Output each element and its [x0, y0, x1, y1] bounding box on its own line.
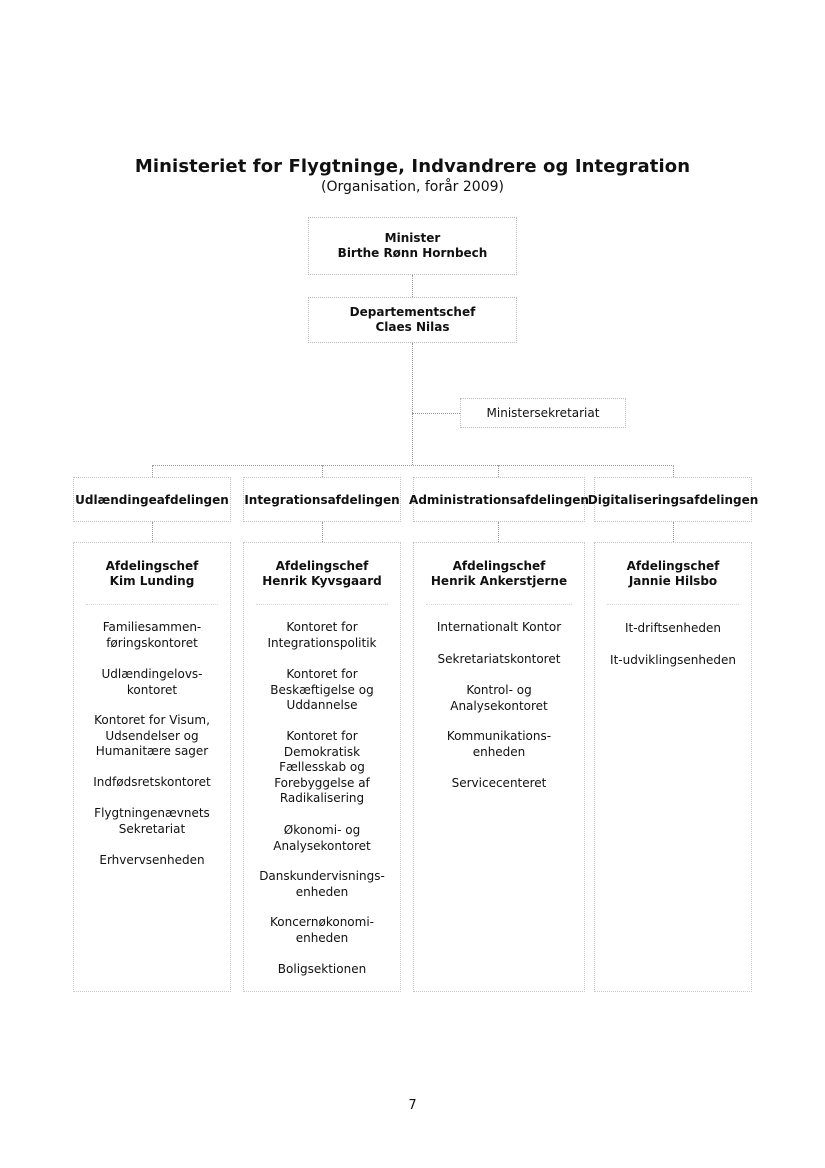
chief-title: Afdelingschef: [452, 559, 546, 573]
connector-trunk: [412, 343, 413, 465]
chart-title: Ministeriet for Flygtninge, Indvandrere og Integration: [134, 156, 691, 177]
connector-col-3: [498, 522, 499, 542]
chief-name: Henrik Ankerstjerne: [430, 574, 568, 588]
chief-separator: [256, 604, 388, 605]
unit: [416, 776, 582, 792]
unit-line: enheden: [472, 744, 526, 759]
unit-line: Økonomi- og: [283, 823, 361, 837]
unit: [416, 652, 582, 668]
chief-title: Afdelingschef: [626, 559, 720, 573]
connector-col-2: [322, 522, 323, 542]
department-name: Digitaliseringsafdelingen: [587, 492, 759, 507]
chief-name: Henrik Kyvsgaard: [262, 574, 382, 588]
unit-line: Udsendelser og: [105, 728, 199, 743]
unit-line: Servicecenteret: [451, 776, 547, 790]
department-column-integration: [243, 542, 401, 992]
unit-line: Kontrol- og: [466, 683, 532, 697]
unit: [246, 729, 398, 807]
unit: [597, 653, 749, 669]
department-chief: [595, 559, 751, 589]
department-chief: [414, 559, 584, 589]
unit-line: Sekretariatskontoret: [437, 652, 561, 666]
department-chief: [244, 559, 400, 589]
permanent-secretary-name: Claes Nilas: [375, 320, 450, 334]
unit-line: Forebyggelse af: [274, 775, 370, 790]
unit: [76, 713, 228, 760]
unit-line: Analysekontoret: [273, 838, 371, 853]
unit-line: Indfødsretskontoret: [93, 775, 211, 789]
minister-box: [308, 217, 517, 275]
unit-line: Kontoret for: [286, 667, 358, 681]
chief-separator: [426, 604, 572, 605]
department-header-udlaendinge: [73, 477, 231, 522]
ministers-secretariat-label: Ministersekretariat: [486, 405, 600, 420]
unit-line: Flygtningenævnets: [94, 806, 210, 820]
connector-dept-2: [322, 465, 323, 477]
unit-line: It-driftsenheden: [624, 621, 721, 635]
unit: [246, 869, 398, 900]
unit-line: Erhvervsenheden: [99, 853, 205, 867]
unit: [416, 729, 582, 760]
department-name: Integrationsafdelingen: [244, 492, 400, 507]
chief-separator: [607, 604, 739, 605]
unit-line: Demokratisk: [283, 744, 361, 759]
unit-line: Kontoret for: [286, 620, 358, 634]
unit-line: It-udviklingsenheden: [610, 653, 736, 667]
department-header-digitalisering: [587, 477, 759, 522]
unit-line: Kontoret for Visum,: [94, 713, 210, 727]
connector-dept-3: [498, 465, 499, 477]
department-column-administration: [413, 542, 585, 992]
unit-line: Danskundervisnings-: [259, 869, 385, 883]
connector-minister-to-secretary: [412, 275, 413, 297]
unit-line: enheden: [295, 884, 349, 899]
unit-line: Kommunikations-: [446, 729, 552, 743]
unit: [76, 775, 228, 791]
connector-departments-bus: [152, 465, 674, 466]
connector-dept-1: [152, 465, 153, 477]
unit-line: Kontoret for: [286, 729, 358, 743]
department-header-administration: [409, 477, 589, 522]
department-name: Udlændingeafdelingen: [75, 492, 229, 507]
unit-line: Koncernøkonomi-: [269, 915, 375, 929]
unit: [416, 683, 582, 714]
unit-line: Beskæftigelse og: [270, 682, 374, 697]
chief-title: Afdelingschef: [275, 559, 369, 573]
unit: [246, 915, 398, 946]
unit-line: Analysekontoret: [450, 698, 548, 713]
unit-line: Boligsektionen: [277, 962, 367, 976]
permanent-secretary-role: Departementschef: [349, 305, 476, 319]
unit: [76, 806, 228, 837]
unit-line: Sekretariat: [118, 821, 186, 836]
chief-name: Kim Lunding: [109, 574, 195, 588]
unit-line: Integrationspolitik: [267, 635, 377, 650]
unit: [246, 667, 398, 714]
connector-col-1: [152, 522, 153, 542]
unit: [416, 620, 582, 636]
minister-name: Birthe Rønn Hornbech: [337, 246, 488, 260]
unit: [246, 620, 398, 651]
minister-role: Minister: [384, 231, 441, 245]
unit-line: Fællesskab og: [279, 760, 365, 774]
unit: [246, 823, 398, 854]
unit: [246, 962, 398, 978]
unit-line: Udlændingelovs-: [101, 667, 203, 681]
connector-dept-4: [673, 465, 674, 477]
unit: [76, 620, 228, 651]
department-header-integration: [243, 477, 401, 522]
department-column-udlaendinge: [73, 542, 231, 992]
chart-subtitle: (Organisation, forår 2009): [321, 179, 504, 195]
unit-line: Radikalisering: [279, 791, 365, 805]
unit: [76, 853, 228, 869]
connector-col-4: [673, 522, 674, 542]
unit-line: enheden: [295, 930, 349, 945]
connector-to-ministersekretariat: [412, 413, 460, 414]
unit-line: Internationalt Kontor: [436, 620, 562, 634]
department-column-digitalisering: [594, 542, 752, 992]
page-number: 7: [408, 1098, 417, 1113]
unit: [76, 667, 228, 698]
unit-line: føringskontoret: [106, 635, 198, 650]
unit: [597, 621, 749, 637]
unit-line: Uddannelse: [286, 698, 358, 712]
department-chief: [74, 559, 230, 589]
ministers-secretariat-box: [460, 398, 626, 428]
unit-line: Familiesammen-: [102, 620, 202, 634]
chief-separator: [86, 604, 218, 605]
unit-line: Humanitære sager: [95, 744, 209, 758]
chief-name: Jannie Hilsbo: [628, 574, 718, 588]
unit-line: kontoret: [126, 682, 178, 697]
chief-title: Afdelingschef: [105, 559, 199, 573]
department-name: Administrationsafdelingen: [409, 492, 589, 507]
permanent-secretary-box: [308, 297, 517, 343]
